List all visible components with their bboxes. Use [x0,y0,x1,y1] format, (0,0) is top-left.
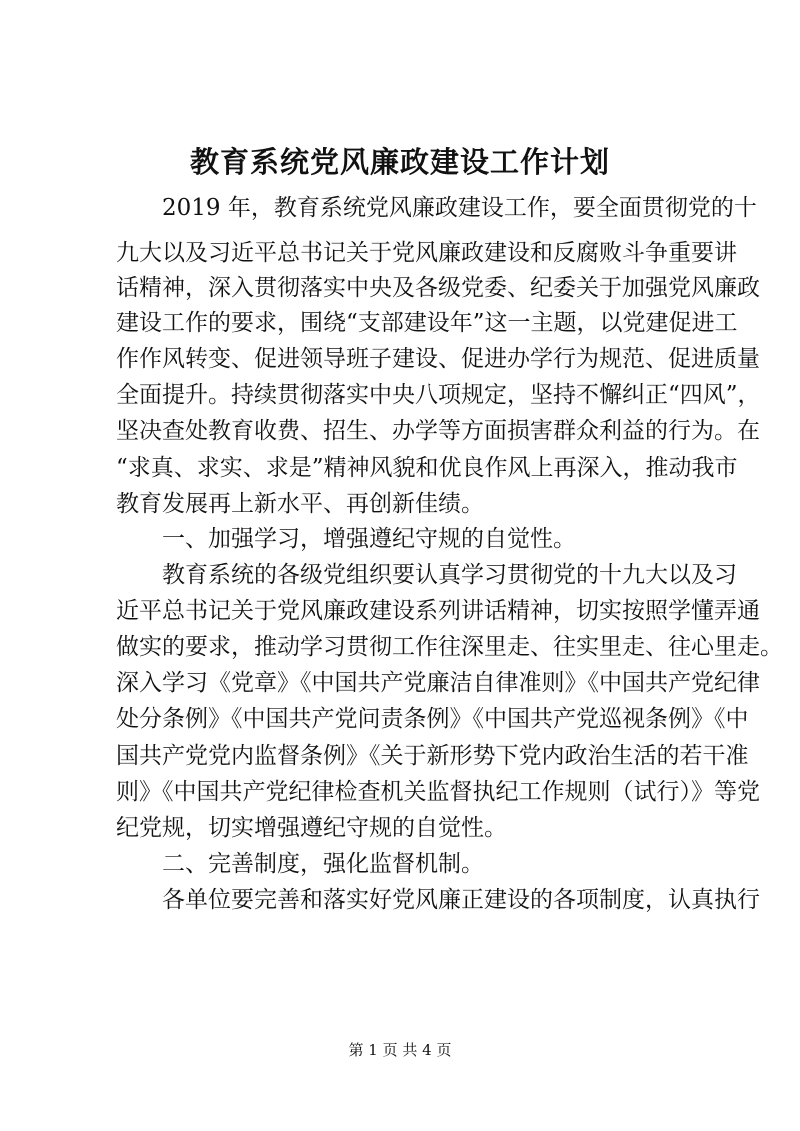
body-line: “求真、求实、求是”精神风貌和优良作风上再深入，推动我市 [116,455,738,481]
page-number: 第 1 页 共 4 页 [348,1041,452,1059]
body-line: 教育发展再上新水平、再创新佳绩。 [116,491,484,517]
body-line: 纪党规，切实增强遵纪守规的自觉性。 [116,815,507,841]
body-line: 作作风转变、促进领导班子建设、促进办学行为规范、促进质量 [116,346,760,372]
document-title: 教育系统党风廉政建设工作计划 [189,145,610,179]
body-line: 则》《中国共产党纪律检查机关监督执纪工作规则（试行）》等党 [116,779,760,805]
body-line: 话精神，深入贯彻落实中央及各级党委、纪委关于加强党风廉政 [116,275,760,301]
body-line: 处分条例》《中国共产党问责条例》《中国共产党巡视条例》《中 [116,706,749,732]
body-line: 教育系统的各级党组织要认真学习贯彻党的十九大以及习 [162,562,737,588]
section-heading: 二、完善制度，强化监督机制。 [162,851,484,877]
section-heading: 一、加强学习，增强遵纪守规的自觉性。 [162,526,576,552]
body-line: 坚决查处教育收费、招生、办学等方面损害群众利益的行为。在 [116,418,760,444]
body-line: 全面提升。持续贯彻落实中央八项规定，坚持不懈纠正“四风”， [116,382,761,408]
body-line: 九大以及习近平总书记关于党风廉政建设和反腐败斗争重要讲 [116,240,737,266]
body-line: 近平总书记关于党风廉政建设系列讲话精神，切实按照学懂弄通 [116,598,760,624]
body-line: 各单位要完善和落实好党风廉正建设的各项制度，认真执行 [162,887,760,913]
body-line: 2019 年，教育系统党风廉政建设工作，要全面贯彻党的十 [162,195,757,221]
body-line: 建设工作的要求，围绕“支部建设年”这一主题，以党建促进工 [116,310,738,336]
body-line: 做实的要求，推动学习贯彻工作往深里走、往实里走、往心里走。 [116,634,783,660]
body-line: 国共产党党内监督条例》《关于新形势下党内政治生活的若干准 [116,743,749,769]
body-line: 深入学习《党章》《中国共产党廉洁自律准则》《中国共产党纪律 [116,670,760,696]
